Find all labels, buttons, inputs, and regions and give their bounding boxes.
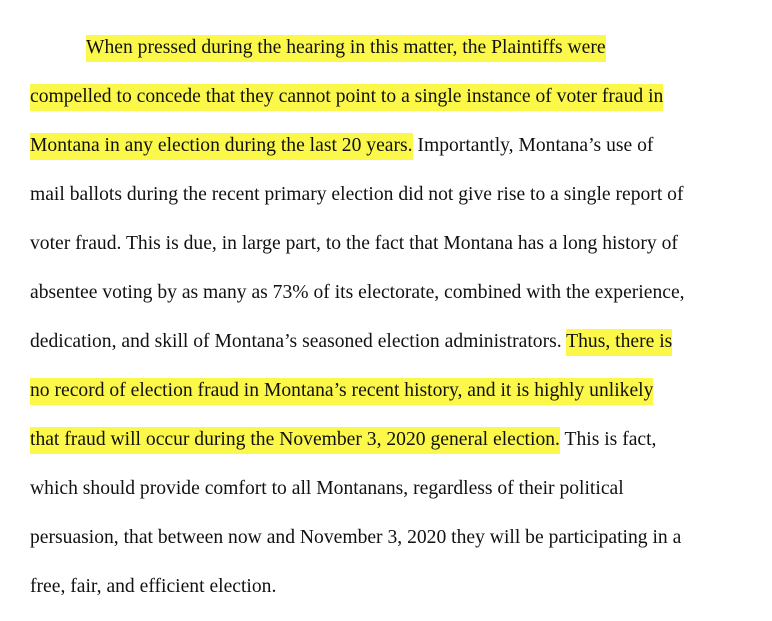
line-segment: dedication, and skill of Montana’s seasoned election administrators. [30, 331, 567, 352]
text-line [30, 131, 653, 161]
line-segment: no record of election fraud in Montana’s recent history, and it is highly unlikely [30, 378, 653, 405]
text-line [30, 376, 653, 406]
line-segment: free, fair, and efficient election. [30, 576, 277, 597]
line-segment: This is fact, [559, 429, 657, 450]
line-segment: Thus, there is [566, 329, 672, 356]
text-line [30, 180, 683, 210]
line-segment: compelled to concede that they cannot point to a single instance of voter fraud in [30, 84, 663, 111]
line-segment: Importantly, Montana’s use of [412, 135, 654, 156]
line-segment: voter fraud. This is due, in large part, to the fact that Montana has a long history of [30, 233, 678, 254]
text-line [30, 229, 678, 259]
line-segment: When pressed during the hearing in this matter, the Plaintiffs were [86, 35, 606, 62]
text-line [30, 278, 685, 308]
line-segment: mail ballots during the recent primary election did not give rise to a single report of [30, 184, 684, 205]
text-line [30, 572, 276, 602]
text-line [30, 425, 656, 455]
text-line [30, 327, 672, 357]
text-line [30, 474, 624, 504]
text-line [30, 82, 663, 112]
line-segment: Montana in any election during the last 20 years. [30, 133, 413, 160]
line-segment: absentee voting by as many as 73% of its electorate, combined with the experience, [30, 282, 685, 303]
line-segment: that fraud will occur during the November 3, 2020 general election. [30, 427, 560, 454]
text-line [30, 523, 681, 553]
line-segment: which should provide comfort to all Montanans, regardless of their political [30, 478, 624, 499]
text-line [86, 33, 606, 63]
line-segment: persuasion, that between now and November 3, 2020 they will be participating in a [30, 527, 682, 548]
